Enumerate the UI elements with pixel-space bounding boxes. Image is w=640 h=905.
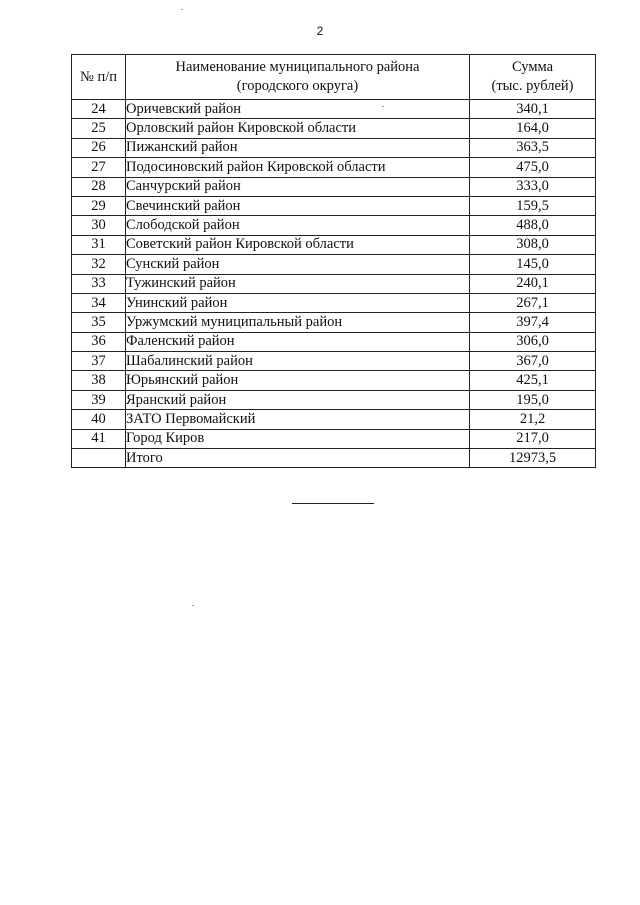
- row-sum: 164,0: [470, 119, 596, 138]
- row-num: 29: [72, 196, 126, 215]
- page-number: 2: [316, 24, 324, 38]
- row-sum: 217,0: [470, 429, 596, 448]
- row-name: Сунский район: [126, 255, 470, 274]
- table-row: [72, 119, 596, 138]
- total-num: [72, 449, 126, 468]
- table-row: [72, 429, 596, 448]
- header-name-line1: Наименование муниципального района: [175, 59, 420, 75]
- row-num: 25: [72, 119, 126, 138]
- allocation-table: [71, 54, 596, 468]
- row-name: Яранский район: [126, 390, 470, 409]
- row-num: 35: [72, 313, 126, 332]
- table-body: [72, 100, 596, 468]
- total-sum: 12973,5: [470, 449, 596, 468]
- row-name: Пижанский район: [126, 138, 470, 157]
- row-sum: 306,0: [470, 332, 596, 351]
- table-row: [72, 313, 596, 332]
- row-num: 39: [72, 390, 126, 409]
- row-num: 26: [72, 138, 126, 157]
- row-num: 36: [72, 332, 126, 351]
- header-num-label: № п/п: [79, 68, 117, 85]
- row-name: Советский район Кировской области: [126, 235, 470, 254]
- table-header-row: [72, 55, 596, 100]
- table-row: [72, 138, 596, 157]
- row-num: 31: [72, 235, 126, 254]
- header-sum-line1: Сумма: [511, 59, 554, 75]
- row-sum: 195,0: [470, 390, 596, 409]
- row-sum: 267,1: [470, 293, 596, 312]
- row-num: 30: [72, 216, 126, 235]
- row-sum: 308,0: [470, 235, 596, 254]
- total-label: Итого: [126, 449, 470, 468]
- row-sum: 363,5: [470, 138, 596, 157]
- row-sum: 425,1: [470, 371, 596, 390]
- row-name: Оричевский район: [126, 100, 470, 119]
- row-name: Унинский район: [126, 293, 470, 312]
- row-name: Слободской район: [126, 216, 470, 235]
- table-row: [72, 216, 596, 235]
- table-row: [72, 177, 596, 196]
- header-sum: [470, 55, 596, 100]
- row-name: Уржумский муниципальный район: [126, 313, 470, 332]
- header-sum-line2: (тыс. рублей): [491, 78, 574, 94]
- row-num: 27: [72, 158, 126, 177]
- scan-speck: [181, 9, 183, 10]
- end-of-table-rule: [292, 503, 374, 504]
- row-sum: 340,1: [470, 100, 596, 119]
- row-num: 24: [72, 100, 126, 119]
- row-name: Подосиновский район Кировской области: [126, 158, 470, 177]
- table-row: [72, 371, 596, 390]
- row-sum: 333,0: [470, 177, 596, 196]
- scan-speck: [192, 605, 194, 606]
- row-name: Город Киров: [126, 429, 470, 448]
- row-sum: 145,0: [470, 255, 596, 274]
- row-name: ЗАТО Первомайский: [126, 410, 470, 429]
- row-num: 33: [72, 274, 126, 293]
- row-num: 40: [72, 410, 126, 429]
- row-sum: 159,5: [470, 196, 596, 215]
- row-name: Фаленский район: [126, 332, 470, 351]
- table-row: [72, 255, 596, 274]
- row-sum: 488,0: [470, 216, 596, 235]
- header-name-line2: (городского округа): [236, 78, 359, 94]
- row-name: Юрьянский район: [126, 371, 470, 390]
- row-name: Шабалинский район: [126, 352, 470, 371]
- row-sum: 367,0: [470, 352, 596, 371]
- table-row: [72, 196, 596, 215]
- table-row: [72, 158, 596, 177]
- table-row: [72, 293, 596, 312]
- table-row: [72, 332, 596, 351]
- row-name: Тужинский район: [126, 274, 470, 293]
- table-row: [72, 274, 596, 293]
- row-name: Санчурский район: [126, 177, 470, 196]
- row-sum: 397,4: [470, 313, 596, 332]
- row-num: 32: [72, 255, 126, 274]
- row-num: 41: [72, 429, 126, 448]
- table-row: [72, 100, 596, 119]
- total-row: [72, 449, 596, 468]
- row-num: 38: [72, 371, 126, 390]
- table-row: [72, 390, 596, 409]
- row-name: Свечинский район: [126, 196, 470, 215]
- row-num: 37: [72, 352, 126, 371]
- table-row: [72, 235, 596, 254]
- row-name: Орловский район Кировской области: [126, 119, 470, 138]
- row-num: 34: [72, 293, 126, 312]
- table-row: [72, 410, 596, 429]
- row-sum: 475,0: [470, 158, 596, 177]
- row-sum: 21,2: [470, 410, 596, 429]
- header-num: [72, 55, 126, 100]
- row-num: 28: [72, 177, 126, 196]
- table-row: [72, 352, 596, 371]
- scan-speck: [382, 106, 384, 107]
- header-name: [126, 55, 470, 100]
- row-sum: 240,1: [470, 274, 596, 293]
